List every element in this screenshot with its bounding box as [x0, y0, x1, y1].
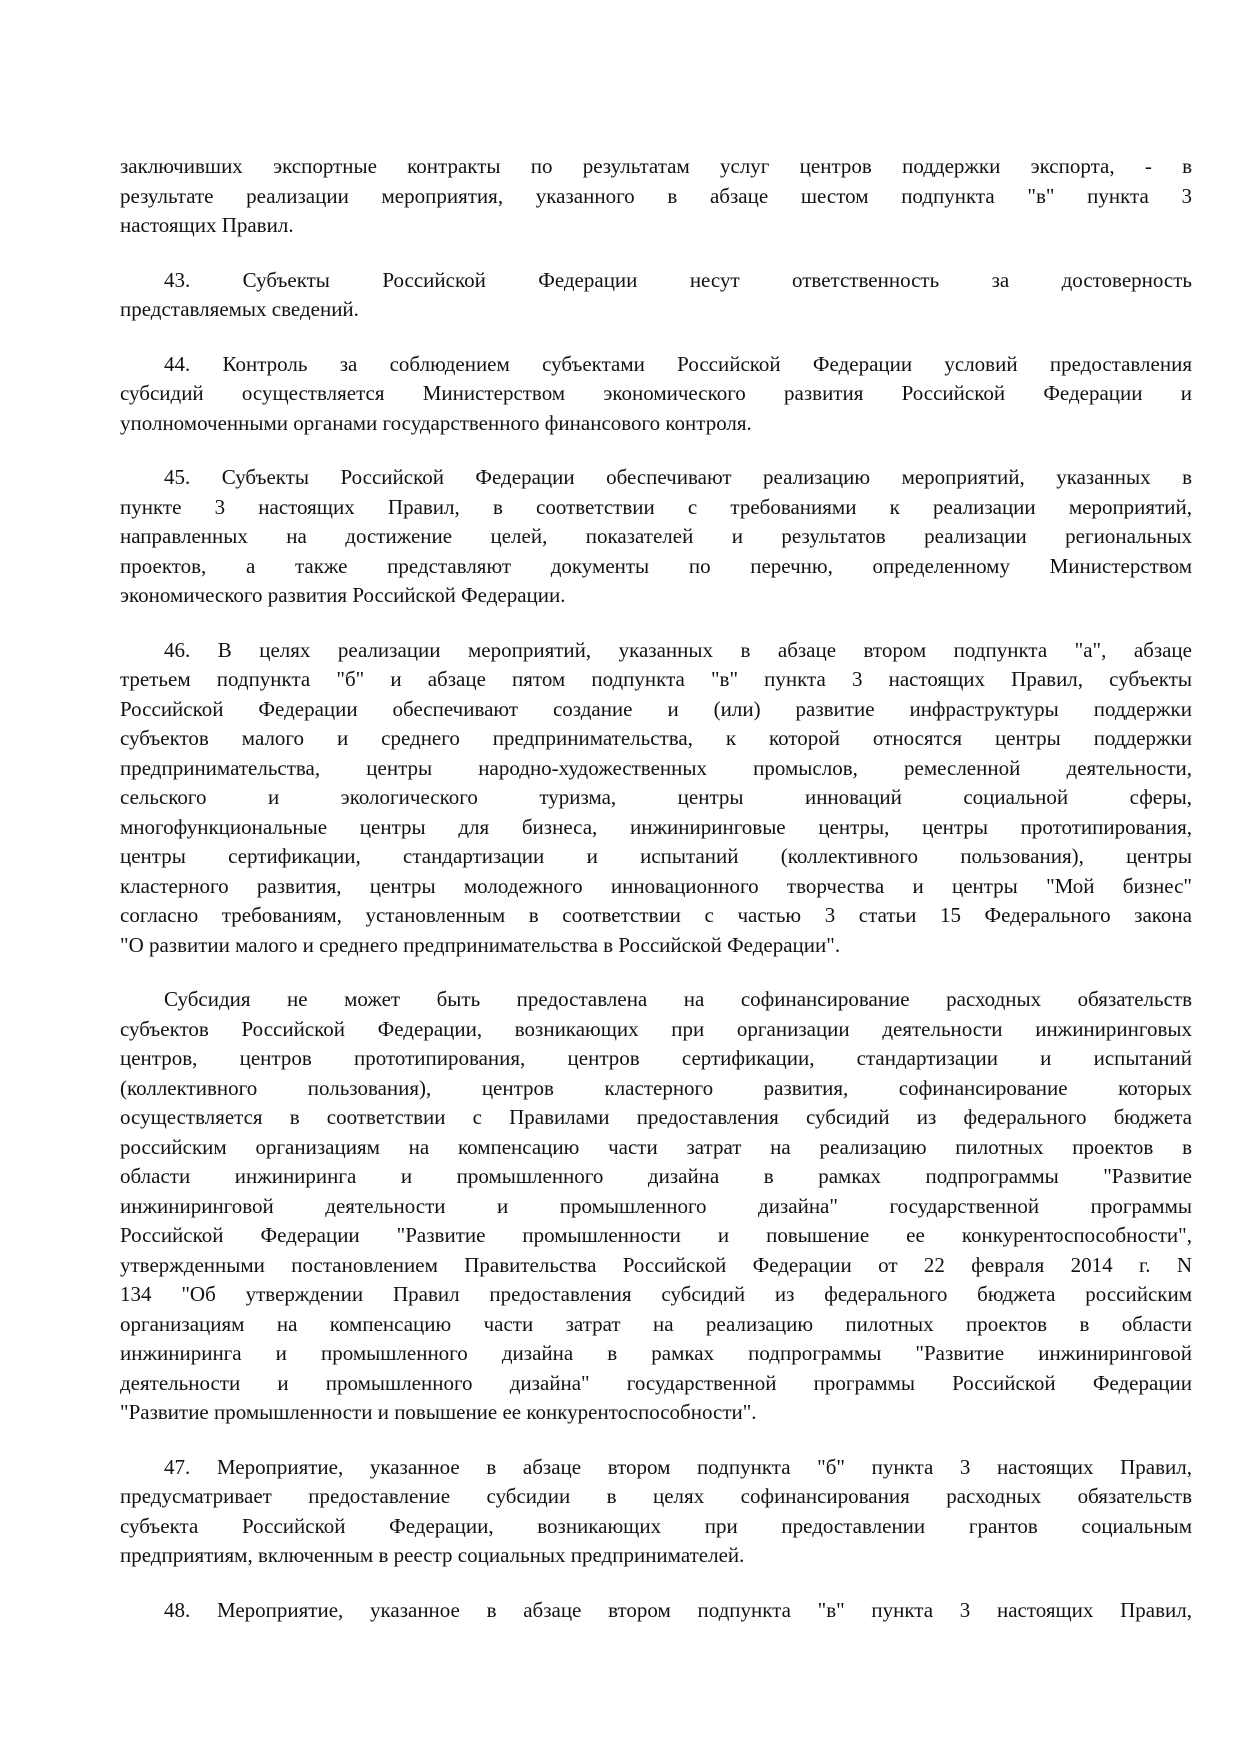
paragraph [120, 636, 1192, 961]
text-line: утвержденными постановлением Правительства Российской Федерации от 22 февраля 2014 г. N [120, 1252, 1192, 1277]
text-line: субъектов Российской Федерации, возникающих при организации деятельности инжиниринговых [120, 1016, 1192, 1041]
paragraph [120, 152, 1192, 241]
text-line: "О развитии малого и среднего предпринимательства в Российской Федерации". [120, 932, 841, 957]
paragraph [120, 266, 1192, 325]
text-line: настоящих Правил. [120, 213, 294, 237]
text-line: предпринимательства, центры народно-художественных промыслов, ремесленной деятельности, [120, 755, 1192, 780]
text-line: (коллективного пользования), центров кластерного развития, софинансирование которых [120, 1075, 1192, 1100]
text-line: уполномоченными органами государственного финансового контроля. [120, 410, 752, 435]
text-line: сельского и экологического туризма, центры инноваций социальной сферы, [120, 785, 1192, 809]
text-line: "Развитие промышленности и повышение ее конкурентоспособности". [120, 1400, 757, 1424]
text-line: центров, центров прототипирования, центров сертификации, стандартизации и испытаний [120, 1046, 1192, 1070]
text-line: 47. Мероприятие, указанное в абзаце втором подпункта "б" пункта 3 настоящих Правил, [164, 1454, 1192, 1479]
text-line: 134 "Об утверждении Правил предоставления субсидий из федерального бюджета российским [120, 1282, 1192, 1306]
text-line: 46. В целях реализации мероприятий, указанных в абзаце втором подпункта "а", абзаце [164, 637, 1192, 662]
text-line: предусматривает предоставление субсидии в целях софинансирования расходных обязательств [120, 1484, 1192, 1508]
text-line: Российской Федерации "Развитие промышленности и повышение ее конкурентоспособности", [120, 1223, 1192, 1247]
paragraph [120, 1596, 1192, 1626]
text-line: многофункциональные центры для бизнеса, инжиниринговые центры, центры прототипирования, [120, 814, 1192, 839]
paragraph [120, 463, 1192, 611]
text-line: российским организациям на компенсацию части затрат на реализацию пилотных проектов в [120, 1134, 1192, 1159]
paragraph [120, 1453, 1192, 1571]
text-line: субъекта Российской Федерации, возникающих при предоставлении грантов социальным [120, 1513, 1192, 1538]
text-line: инжиниринговой деятельности и промышленного дизайна" государственной программы [120, 1193, 1192, 1218]
text-line: результате реализации мероприятия, указанного в абзаце шестом подпункта "в" пункта 3 [120, 183, 1192, 208]
text-line: кластерного развития, центры молодежного инновационного творчества и центры "Мой бизнес" [120, 873, 1192, 898]
text-line: центры сертификации, стандартизации и испытаний (коллективного пользования), центры [120, 844, 1192, 868]
text-line: экономического развития Российской Федерации. [120, 583, 566, 607]
paragraph [120, 350, 1192, 439]
text-line: проектов, а также представляют документы по перечню, определенному Министерством [120, 553, 1192, 578]
text-line: третьем подпункта "б" и абзаце пятом подпункта "в" пункта 3 настоящих Правил, субъекты [120, 667, 1192, 691]
text-line: представляемых сведений. [120, 297, 359, 321]
text-line: 48. Мероприятие, указанное в абзаце втором подпункта "в" пункта 3 настоящих Правил, [164, 1597, 1192, 1622]
paragraph [120, 985, 1192, 1428]
text-line: Субсидия не может быть предоставлена на софинансирование расходных обязательств [164, 987, 1192, 1011]
text-line: 43. Субъекты Российской Федерации несут ответственность за достоверность [164, 267, 1192, 292]
text-line: области инжиниринга и промышленного дизайна в рамках подпрограммы "Развитие [120, 1164, 1192, 1188]
text-line: направленных на достижение целей, показателей и результатов реализации региональных [120, 524, 1192, 548]
text-line: Российской Федерации обеспечивают создание и (или) развитие инфраструктуры поддержки [120, 696, 1192, 721]
text-line: пункте 3 настоящих Правил, в соответствии с требованиями к реализации мероприятий, [120, 494, 1192, 519]
text-line: осуществляется в соответствии с Правилами предоставления субсидий из федерального бюджета [120, 1105, 1192, 1129]
text-line: заключивших экспортные контракты по результатам услуг центров поддержки экспорта, - в [120, 154, 1192, 178]
text-line: согласно требованиям, установленным в соответствии с частью 3 статьи 15 Федерального закона [120, 903, 1192, 927]
text-line: предприятиям, включенным в реестр социальных предпринимателей. [120, 1543, 745, 1567]
text-line: организациям на компенсацию части затрат на реализацию пилотных проектов в области [120, 1311, 1192, 1336]
document-page [120, 152, 1192, 1650]
text-line: 45. Субъекты Российской Федерации обеспечивают реализацию мероприятий, указанных в [164, 465, 1192, 489]
text-line: субсидий осуществляется Министерством экономического развития Российской Федерации и [120, 381, 1192, 405]
text-line: субъектов малого и среднего предпринимательства, к которой относятся центры поддержки [120, 726, 1192, 750]
text-line: 44. Контроль за соблюдением субъектами Российской Федерации условий предоставления [164, 351, 1192, 376]
text-line: деятельности и промышленного дизайна" государственной программы Российской Федерации [120, 1370, 1192, 1395]
text-line: инжиниринга и промышленного дизайна в рамках подпрограммы "Развитие инжиниринговой [120, 1341, 1192, 1365]
